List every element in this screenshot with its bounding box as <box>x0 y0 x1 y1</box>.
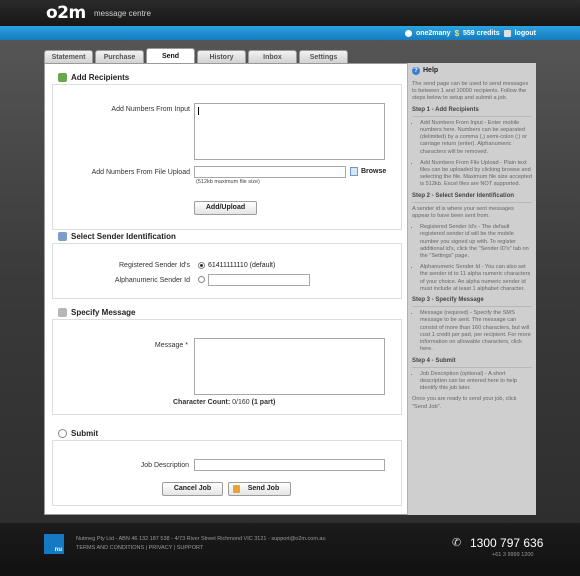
cancel-job-button[interactable]: Cancel Job <box>162 482 223 496</box>
clock-icon <box>58 429 67 438</box>
footer-phone: 1300 797 636 <box>470 536 544 550</box>
username-link[interactable]: one2many <box>415 29 451 37</box>
section-title-message: Specify Message <box>58 308 135 317</box>
help-step-2-a: • Registered Sender Id's - The default registered sender id will be the mobile number you signed up with. To register additional id's, click the "Sender ID's" tab on the "Settings" page. <box>420 224 532 260</box>
help-icon: ? <box>412 67 420 75</box>
registered-sender-radio[interactable] <box>198 262 205 269</box>
text-cursor <box>198 107 199 115</box>
alphanumeric-sender-label: Alphanumeric Sender Id <box>114 277 190 284</box>
help-outro: Once you are ready to send your job, click "Send Job". <box>412 396 517 410</box>
alphanumeric-sender-input[interactable] <box>208 274 310 286</box>
help-title: ? Help <box>412 67 532 75</box>
character-count: Character Count: 0/160 (1 part) <box>173 399 276 406</box>
help-step-3-a: • Message (required) - Specify the SMS message to be sent. The message can consist of more than 160 characters, but will cost 1 credit per part, per recipient. For more information on allowable characters, click here. <box>420 310 532 353</box>
alphanumeric-sender-radio[interactable] <box>198 276 205 283</box>
registered-sender-label: Registered Sender Id's <box>119 262 190 269</box>
job-description-label: Job Description <box>140 462 189 469</box>
logo-subtitle: message centre <box>94 9 151 18</box>
message-label: Message * <box>154 342 188 349</box>
section-sender <box>52 243 402 299</box>
footer-links[interactable]: TERMS AND CONDITIONS | PRIVACY | SUPPORT <box>76 545 204 551</box>
dollar-icon: $ <box>454 28 460 38</box>
user-icon <box>405 30 412 37</box>
tab-purchase[interactable]: Purchase <box>95 50 144 64</box>
message-icon <box>58 308 67 317</box>
message-textarea[interactable] <box>194 338 385 395</box>
help-step-4: Step 4 - Submit <box>412 358 532 368</box>
id-card-icon <box>58 232 67 241</box>
tab-settings[interactable]: Settings <box>299 50 348 64</box>
add-upload-button[interactable]: Add/Upload <box>194 201 257 215</box>
browse-icon <box>350 167 358 176</box>
logout-icon <box>504 30 511 37</box>
job-description-input[interactable] <box>194 459 385 471</box>
file-size-hint: (512kb maximum file size) <box>196 179 260 185</box>
footer-company: Nutmeg Pty Ltd - ABN 46 132 187 538 - 4/73 River Street Richmond VIC 3121 - support@o2m.com.au <box>76 536 326 542</box>
help-step-3: Step 3 - Specify Message <box>412 297 532 307</box>
browse-button[interactable]: Browse <box>361 168 387 175</box>
help-step-1-b: • Add Numbers From File Upload - Plain text files can be uploaded by clicking browse and selecting the file. Maximum file size accepted is 512kb. Excel files are NOT supported. <box>420 160 532 189</box>
help-step-4-a: • Job Description (optional) - A short description can be entered here to help identify this job later. <box>420 371 532 393</box>
add-user-icon <box>58 73 67 82</box>
section-title-sender: Select Sender Identification <box>58 232 176 241</box>
tab-bar <box>44 48 348 64</box>
credits-link[interactable]: 559 credits <box>463 29 500 37</box>
help-step-2-b: • Alphanumeric Sender Id - You can also set the sender id to 11 alpha numeric characters of your choice. An alpha numeric sender id must include at least 1 alphabet character. <box>420 264 532 293</box>
help-sidebar <box>407 63 536 515</box>
section-title-submit: Submit <box>58 429 98 438</box>
tab-send[interactable]: Send <box>146 48 195 64</box>
section-title-recipients: Add Recipients <box>58 73 129 82</box>
tab-statement[interactable]: Statement <box>44 50 93 64</box>
help-step-1: Step 1 - Add Recipients <box>412 107 532 117</box>
registered-sender-value: 61411111110 (default) <box>208 262 276 269</box>
numbers-input-label: Add Numbers From Input <box>111 106 190 113</box>
top-header <box>0 0 580 26</box>
section-submit <box>52 440 402 506</box>
user-area <box>405 27 536 39</box>
send-icon <box>233 485 240 493</box>
help-step-2: Step 2 - Select Sender Identification <box>412 193 532 203</box>
help-step-1-a: • Add Numbers From Input - Enter mobile numbers here. Numbers can be separated (delimited) by a comma (,) semi-colon (;) or carriage return (enter). Alphanumeric characters will be removed. <box>420 120 532 156</box>
file-path-field[interactable] <box>194 166 346 178</box>
footer-logo: nu <box>44 534 64 554</box>
tab-history[interactable]: History <box>197 50 246 64</box>
send-job-button[interactable]: Send Job <box>228 482 291 496</box>
numbers-textarea[interactable] <box>194 103 385 160</box>
file-upload-label: Add Numbers From File Upload <box>91 169 190 176</box>
phone-icon: ✆ <box>452 537 462 549</box>
tab-inbox[interactable]: Inbox <box>248 50 297 64</box>
logout-link[interactable]: logout <box>514 29 536 37</box>
o2m-logo[interactable]: o2m <box>46 3 86 23</box>
footer-intl-phone: +61 3 9999 1200 <box>492 552 534 558</box>
help-step-2-intro: A sender id is where your sent messages appear to have been sent from. <box>412 205 514 220</box>
help-intro: The send page can be used to send messages to between 1 and 10000 recipients. Follow the steps below to setup and submit a job. <box>412 81 529 102</box>
